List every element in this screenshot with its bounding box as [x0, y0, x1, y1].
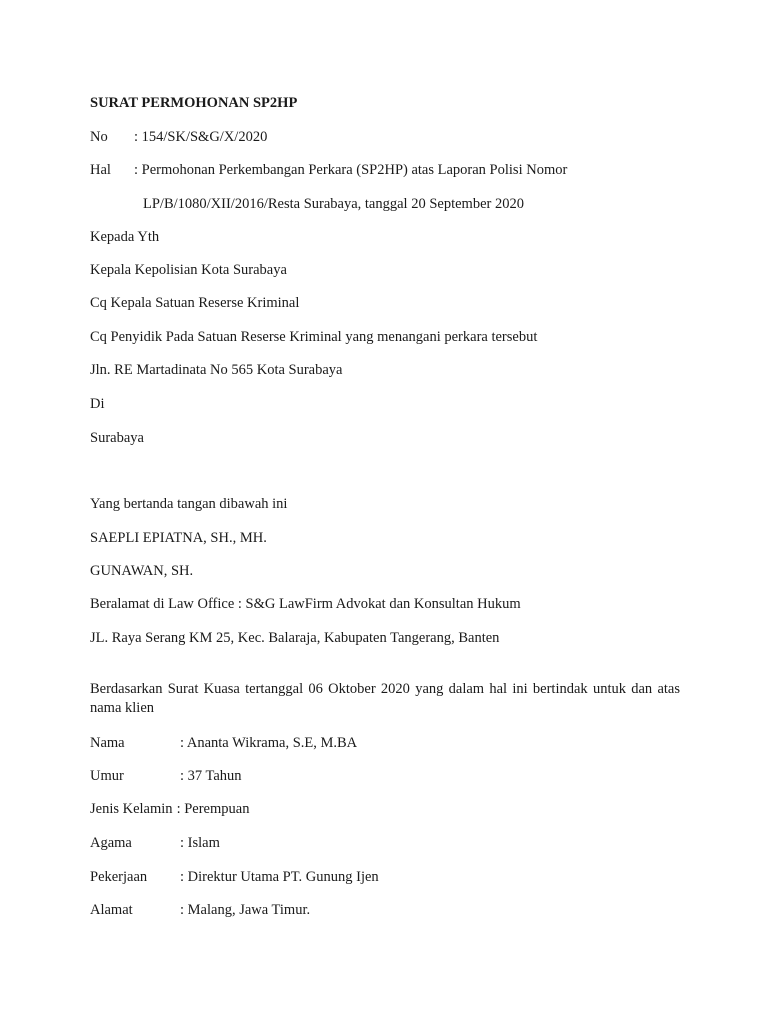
signatory-name-1: SAEPLI EPIATNA, SH., MH. [90, 530, 267, 546]
signatory-name-2: GUNAWAN, SH. [90, 563, 194, 579]
subject-value-line2: LP/B/1080/XII/2016/Resta Surabaya, tanggal 20 September 2020 [143, 196, 524, 212]
client-row-religion [90, 834, 220, 852]
number-label: No [90, 129, 108, 145]
client-label: Pekerjaan [90, 869, 148, 885]
recipient-di: Di [90, 396, 105, 412]
recipient-line2: Cq Kepala Satuan Reserse Kriminal [90, 295, 300, 311]
subject-row [90, 161, 567, 179]
client-label: Umur [90, 768, 124, 784]
client-row-address [90, 901, 310, 919]
client-label: Agama [90, 835, 132, 851]
number-value: : 154/SK/S&G/X/2020 [134, 129, 268, 145]
client-value: : Direktur Utama PT. Gunung Ijen [180, 869, 379, 885]
client-value: : 37 Tahun [180, 768, 242, 784]
client-label: Jenis Kelamin [90, 801, 173, 817]
subject-value-line1: : Permohonan Perkembangan Perkara (SP2HP) atas Laporan Polisi Nomor [134, 162, 568, 178]
client-label: Alamat [90, 902, 133, 918]
number-row [90, 128, 267, 146]
signatories-address: JL. Raya Serang KM 25, Kec. Balaraja, Kabupaten Tangerang, Banten [90, 630, 500, 646]
letter-title: SURAT PERMOHONAN SP2HP [90, 95, 298, 111]
recipient-line1: Kepala Kepolisian Kota Surabaya [90, 262, 287, 278]
client-label: Nama [90, 735, 125, 751]
client-value: : Ananta Wikrama, S.E, M.BA [180, 735, 358, 751]
subject-label: Hal [90, 162, 111, 178]
client-row-name [90, 734, 357, 752]
signatories-intro: Yang bertanda tangan dibawah ini [90, 496, 288, 512]
client-row-occupation [90, 868, 379, 886]
client-value: : Islam [180, 835, 220, 851]
recipient-address: Jln. RE Martadinata No 565 Kota Surabaya [90, 362, 343, 378]
recipient-city: Surabaya [90, 430, 144, 446]
client-row-gender [90, 800, 249, 818]
client-value: : Malang, Jawa Timur. [180, 902, 311, 918]
signatories-office: Beralamat di Law Office : S&G LawFirm Advokat dan Konsultan Hukum [90, 596, 521, 612]
client-row-age [90, 767, 242, 785]
recipient-line3: Cq Penyidik Pada Satuan Reserse Kriminal yang menangani perkara tersebut [90, 329, 538, 345]
recipient-greeting: Kepada Yth [90, 229, 160, 245]
client-value: : Perempuan [176, 801, 250, 817]
basis-paragraph: Berdasarkan Surat Kuasa tertanggal 06 Oktober 2020 yang dalam hal ini bertindak untuk dan atas nama klien [90, 681, 680, 716]
